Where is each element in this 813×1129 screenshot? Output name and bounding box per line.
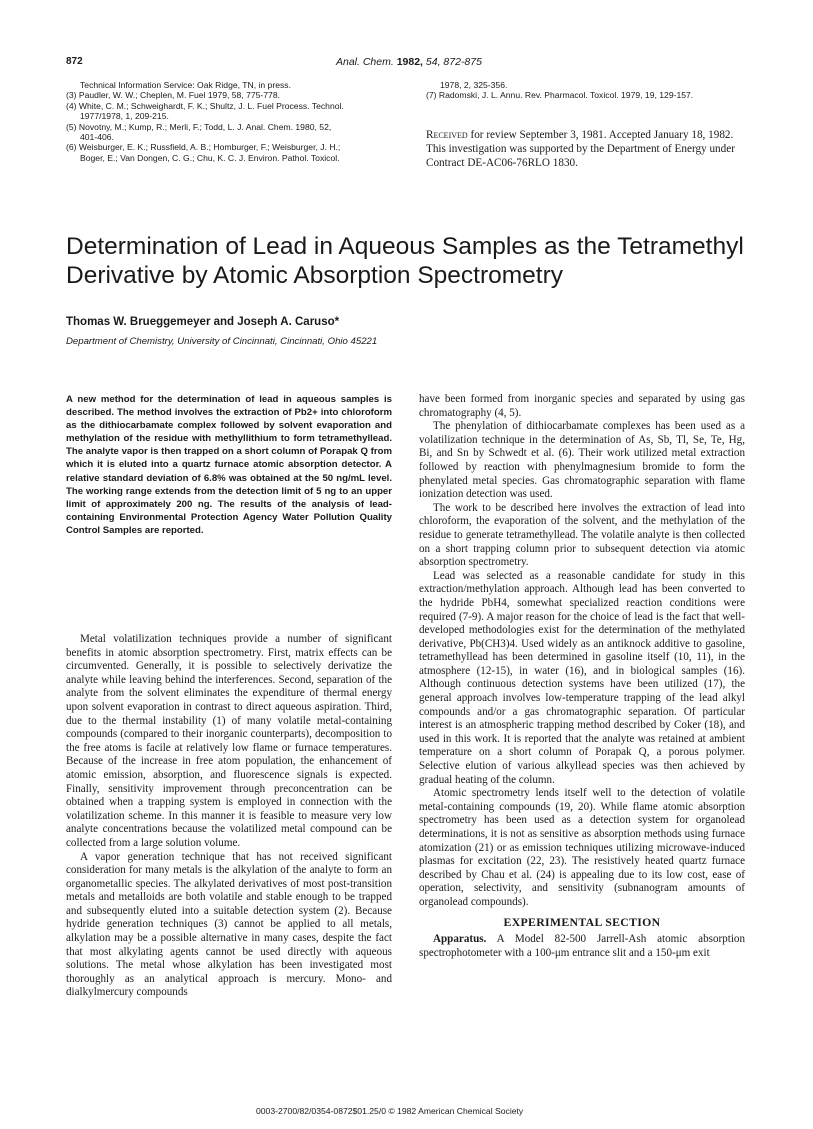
reference-line: (4) White, C. M.; Schweighardt, F. K.; Shultz, J. L. Fuel Process. Technol. — [66, 100, 344, 111]
section-heading: EXPERIMENTAL SECTION — [503, 914, 661, 929]
reference-line: (6) Weisburger, E. K.; Russfield, A. B.; Homburger, F.; Weisburger, J. H.; — [66, 142, 341, 153]
paragraph: A vapor generation technique that has not received significant consideration for many metals is the alkylation of the analyte to form an organometallic species. The alkylated derivatives of most post-transition metals and metalloids are both volatile and stable enough to be trapped and subsequently eluted into a suitable detection system (2). Because hydride generation techniques (3) cannot be applied to all metals, alkylation may be a possible alternative in many cases, despite the fact that most alkylating agents cannot be used directly with aqueous solutions. The metal whose alkylation has been investigated most thoroughly as an analytical approach is mercury. Mono- and dialkylmercury compounds — [66, 850, 392, 999]
apparatus-label: Apparatus. — [433, 933, 487, 946]
reference-line: (5) Novotny, M.; Kump, R.; Merli, F.; Todd, L. J. Anal. Chem. 1980, 52, — [66, 121, 332, 132]
journal-year: 1982, — [396, 56, 423, 68]
reference-line: Boger, E.; Van Dongen, C. G.; Chu, K. C. J. Environ. Pathol. Toxicol. — [80, 152, 340, 163]
column-left — [66, 633, 392, 1000]
paragraph: The work to be described here involves the extraction of lead into chloroform, the evaporation of the solvent, and the methylation of the residue to generate tetramethyllead. The volatile analyte is then collected on a short trapping column prior to subsequent detection via atomic absorption spectrometry. — [419, 501, 745, 569]
article-title: Determination of Lead in Aqueous Samples as the Tetramethyl Derivative by Atomic Absorption Spectrometry — [66, 233, 744, 289]
page-number: 872 — [66, 56, 83, 67]
reference-line: (3) Paudler, W. W.; Cheplen, M. Fuel 1979, 58, 775-778. — [66, 90, 281, 101]
received-note — [426, 128, 741, 170]
affiliation: Department of Chemistry, University of Cincinnati, Cincinnati, Ohio 45221 — [66, 336, 378, 347]
apparatus-text: A Model 82-500 Jarrell-Ash atomic absorption spectrophotometer with a 100-μm entrance slit and a 150-μm exit — [419, 933, 745, 959]
references-left — [66, 80, 344, 163]
paragraph: have been formed from inorganic species and separated by using gas chromatography (4, 5). — [419, 393, 745, 419]
authors: Thomas W. Brueggemeyer and Joseph A. Caruso* — [66, 316, 340, 328]
reference-line: 1978, 2, 325-356. — [440, 80, 508, 90]
paragraph — [419, 933, 745, 960]
reference-line: (7) Radomski, J. L. Annu. Rev. Pharmacol. Toxicol. 1979, 19, 129-157. — [426, 90, 694, 101]
journal-citation — [336, 56, 482, 68]
reference-line: Technical Information Service: Oak Ridge, TN, in press. — [80, 80, 291, 90]
abstract: A new method for the determination of lead in aqueous samples is described. The method involves the extraction of Pb2+ into chloroform as the dithiocarbamate complex followed by solvent evaporation and methylation of the residue with methyllithium to form tetramethyllead. The analyte vapor is then trapped on a short column of Porapak Q from which it is eluted into a quartz furnace atomic absorption detector. A relative standard deviation of 6.8% was obtained at the 50 ng/mL level. The working range extends from the detection limit of 5 ng to an upper limit of approximately 200 ng. The results of the analysis of lead-containing Environmental Protection Agency Water Pollution Quality Control Samples are reported. — [66, 394, 392, 536]
reference-line: 1977/1978, 1, 209-215. — [80, 111, 169, 122]
paragraph: Metal volatilization techniques provide a number of significant benefits in atomic absorption spectrometry. First, matrix effects can be circumvented. Generally, it is possible to selectively derivatize the analyte while leaving behind the interferences. Second, separation of the analyte from the solvent eliminates the expenditure of thermal energy upon solvent evaporation in contrast to direct aqueous aspiration. Third, due to the thermal instability (1) of many volatile metal-containing compounds (compared to their inorganic counterparts), decomposition to the free atoms is facile at relatively low flame or furnace temperatures. Because of the increase in free atom population, the enhancement of atomic emission, absorption, and fluorescence signals is expected. Finally, sensitivity improvement through preconcentration can be obtained when a trapping system is employed in connection with the volatilization scheme. In this manner it is feasible to measure very low analyte concentrations because the volatilized metal compound can be collected from a large solution volume. — [66, 633, 392, 849]
journal-name: Anal. Chem. — [336, 56, 394, 68]
received-text: for review September 3, 1981. Accepted January 18, 1982. This investigation was supported by the Department of Energy under Contract DE-AC06-76RLO 1830. — [426, 129, 735, 169]
journal-volume: 54, 872-875 — [425, 56, 482, 68]
paragraph: The phenylation of dithiocarbamate complexes has been used as a volatilization technique in the determination of As, Sb, Tl, Se, Te, Hg, Bi, and Sn by Schwedt et al. (6). Their work utilized metal extraction followed by reaction with phenylmagnesium bromide to form the phenylated metal species. Gas chromatographic separation with flame ionization detection was used. — [419, 420, 745, 501]
paragraph: Atomic spectrometry lends itself well to the detection of volatile metal-containing compounds (19, 20). While flame atomic absorption spectrometry has been used as a detection system for organolead determinations, it is not as sensitive as absorption methods using furnace atomization (21) or as emission techniques utilizing microwave-induced plasmas for excitation (22, 23). The resistively heated quartz furnace described by Chau et al. (24) is appealing due to its low cost, ease of operation, selectivity, and sensitivity (subnanogram amounts of organolead compounds). — [419, 787, 745, 908]
paragraph: Lead was selected as a reasonable candidate for study in this extraction/methylation approach. Although lead has been converted to the hydride PbH4, somewhat specialized reaction conditions were required (7-9). A major reason for the choice of lead is the fact that well-developed methodologies exist for the determination of the methylated derivative, Pb(CH3)4. Used widely as an antiknock additive to gasoline, tetramethyllead has been determined in gasoline itself (10, 11), in the atmosphere (12-15), in water (16), and in biological samples (16). Although continuous detection systems have been utilized (17), the general approach involves low-temperature trapping of the lead alkyl compounds and/or a gas chromatographic separation. Of particular interest is an atmospheric trapping method described by Coker (18), and used in this work. It is reported that the analyte was retained at ambient temperature on a short column of Porapak Q, a porous polymer. Selective elution of various alkyllead species was then achieved by gradual heating of the column. — [419, 569, 745, 786]
footer-copyright: 0003-2700/82/0354-0872$01.25/0 © 1982 American Chemical Society — [256, 1106, 524, 1116]
column-right — [419, 393, 745, 960]
reference-line: 401-406. — [80, 132, 114, 143]
references-right — [426, 80, 693, 101]
received-label: Received — [426, 129, 468, 141]
